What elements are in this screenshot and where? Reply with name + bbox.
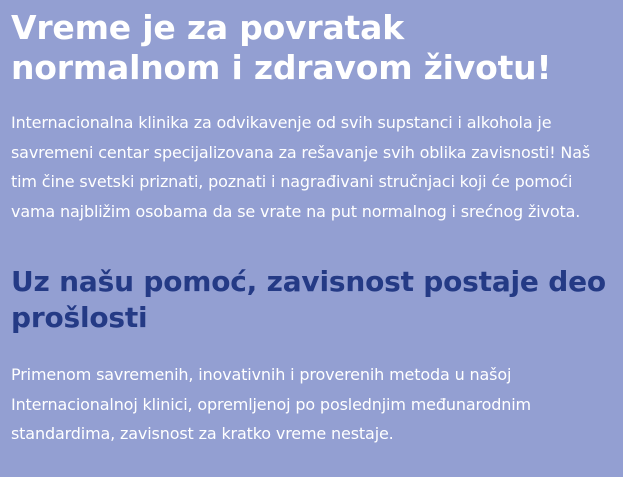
section-paragraph: Primenom savremenih, inovativnih i proverenih metoda u našoj Internacionalnoj klinici, opremljenoj po poslednjim međunarodnim standardima, zavisnost za kratko vreme nestaje.: [11, 365, 531, 443]
intro-paragraph: Internacionalna klinika za odvikavenje od svih supstanci i alkohola je savremeni centar specijalizovana za rešavanje svih oblika zavisnosti! Naš tim čine svetski priznati, poznati i nagrađivani stručnjaci koji će pomoći vama najbližim osobama da se vrate na put normalnog i srećnog života.: [11, 113, 591, 221]
section-title: Uz našu pomoć, zavisnost postaje deo prošlosti: [11, 265, 606, 334]
hero-title: Vreme je za povratak normalnom i zdravom životu!: [11, 8, 552, 87]
